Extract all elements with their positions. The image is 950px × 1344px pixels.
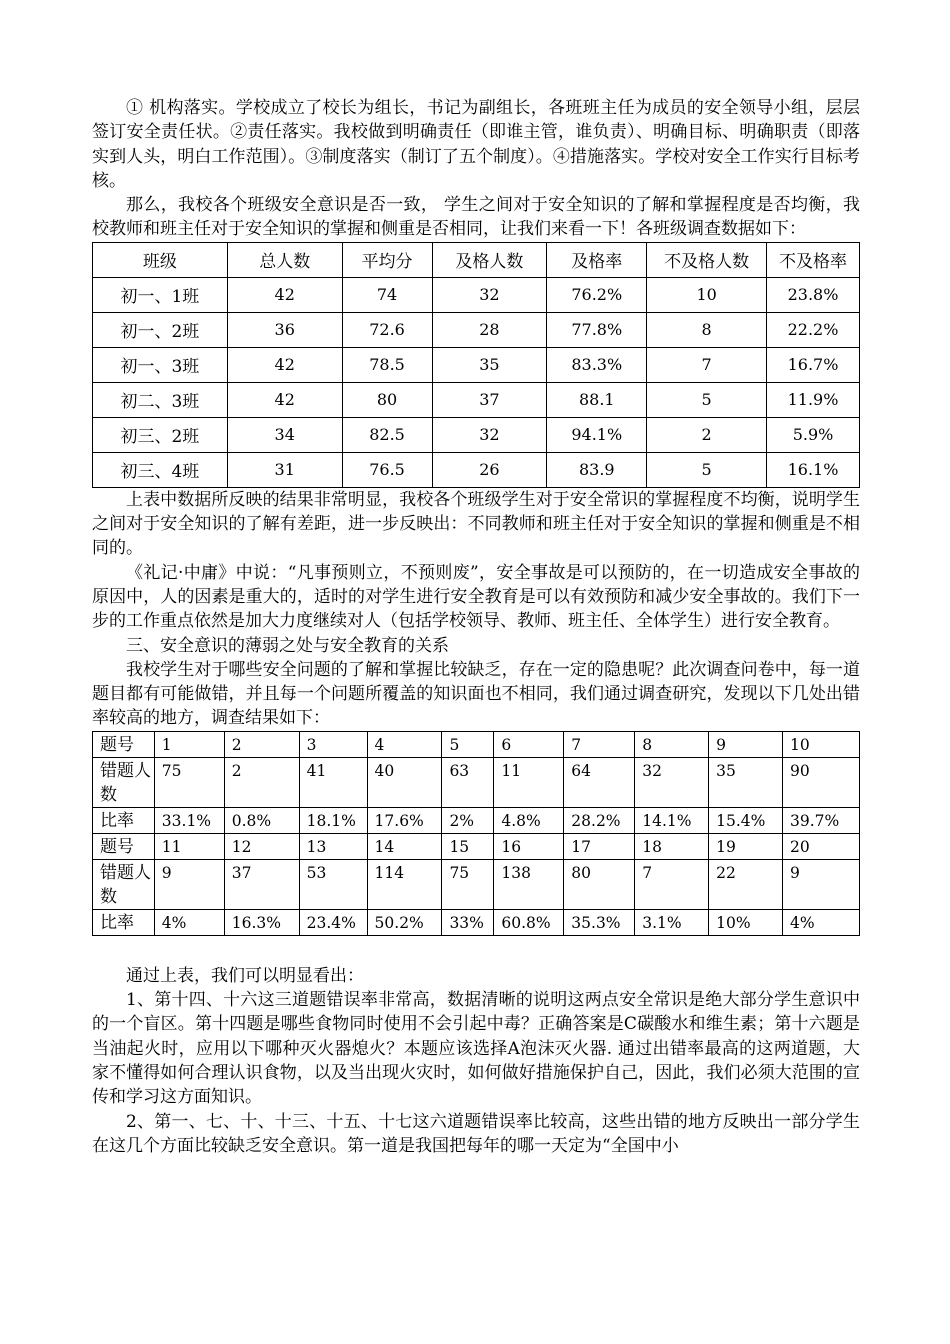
column-header: 不及格率 [767, 242, 860, 277]
table-cell: 75 [442, 859, 494, 909]
table-cell: 76.5 [342, 452, 432, 487]
table-cell: 8 [635, 731, 709, 757]
row-label: 错题人数 [93, 859, 155, 909]
table-cell: 82.5 [342, 417, 432, 452]
table-cell: 初三、4班 [93, 452, 228, 487]
table-cell: 77.8% [547, 312, 647, 347]
table-cell: 11 [494, 757, 564, 807]
table-cell: 16.3% [224, 909, 299, 935]
table-cell: 初一、2班 [93, 312, 228, 347]
table-cell: 41 [299, 757, 367, 807]
table-cell: 32 [432, 277, 547, 312]
table-cell: 138 [494, 859, 564, 909]
table-cell: 1 [154, 731, 224, 757]
table-row [93, 382, 860, 417]
table-cell: 60.8% [494, 909, 564, 935]
table-cell: 2% [442, 807, 494, 833]
row-label: 错题人数 [93, 757, 155, 807]
table-cell: 31 [227, 452, 342, 487]
table-cell: 75 [154, 757, 224, 807]
row-label: 题号 [93, 731, 155, 757]
table-cell: 33.1% [154, 807, 224, 833]
table-cell: 16.1% [767, 452, 860, 487]
section-heading: 三、安全意识的薄弱之处与安全教育的关系 [126, 635, 449, 656]
row-label: 比率 [93, 909, 155, 935]
table-cell: 50.2% [367, 909, 442, 935]
table-cell: 83.3% [547, 347, 647, 382]
table-cell: 3 [299, 731, 367, 757]
question-number-row [93, 833, 860, 859]
column-header: 平均分 [342, 242, 432, 277]
table-cell: 14.1% [635, 807, 709, 833]
table-cell: 9 [154, 859, 224, 909]
column-header: 不及格人数 [647, 242, 767, 277]
table-cell: 初一、1班 [93, 277, 228, 312]
paragraph-finding-1: 1、第十四、十六这三道题错误率非常高，数据清晰的说明这两点安全常识是绝大部分学生意识中的一个盲区。第十四题是哪些食物同时使用不会引起中毒？正确答案是C碳酸水和维生素；第十六题是当油起火时，应用以下哪种灭火器熄火？本题应该选择A泡沫灭火器. 通过出错率最高的这两道题，大家不懂得如何合理认识食物，以及当出现火灾时，如何做好措施保护自己，因此，我们必须大范围的宣传和学习这方面知识。 [92, 990, 860, 1108]
table-cell: 78.5 [342, 347, 432, 382]
table-cell: 10 [783, 731, 860, 757]
table-cell: 11.9% [767, 382, 860, 417]
table-cell: 4% [783, 909, 860, 935]
table-cell: 74 [342, 277, 432, 312]
table-cell: 初三、2班 [93, 417, 228, 452]
table-cell: 5 [442, 731, 494, 757]
table-cell: 17 [564, 833, 635, 859]
table-cell: 28.2% [564, 807, 635, 833]
table-cell: 2 [647, 417, 767, 452]
paragraph-summary-lead: 通过上表，我们可以明显看出： [126, 965, 364, 986]
table-cell: 83.9 [547, 452, 647, 487]
table-cell: 63 [442, 757, 494, 807]
table-cell: 32 [432, 417, 547, 452]
table-cell: 40 [367, 757, 442, 807]
table-cell: 23.4% [299, 909, 367, 935]
table-cell: 12 [224, 833, 299, 859]
table-cell: 19 [709, 833, 783, 859]
table-cell: 初一、3班 [93, 347, 228, 382]
table-cell: 14 [367, 833, 442, 859]
table-cell: 16.7% [767, 347, 860, 382]
table-cell: 10 [647, 277, 767, 312]
column-header: 班级 [93, 242, 228, 277]
table-cell: 3.1% [635, 909, 709, 935]
rate-row [93, 909, 860, 935]
table-header-row [93, 242, 860, 277]
table-cell: 34 [227, 417, 342, 452]
table-cell: 22.2% [767, 312, 860, 347]
table-cell: 37 [224, 859, 299, 909]
table-cell: 初二、3班 [93, 382, 228, 417]
table-cell: 0.8% [224, 807, 299, 833]
table-cell: 17.6% [367, 807, 442, 833]
table-cell: 2 [224, 757, 299, 807]
table-cell: 16 [494, 833, 564, 859]
table-cell: 36 [227, 312, 342, 347]
table-cell: 15.4% [709, 807, 783, 833]
table-cell: 26 [432, 452, 547, 487]
table-row [93, 277, 860, 312]
question-number-row [93, 731, 860, 757]
question-error-table [92, 731, 860, 936]
column-header: 及格人数 [432, 242, 547, 277]
table-cell: 32 [635, 757, 709, 807]
table-cell: 7 [647, 347, 767, 382]
table-cell: 7 [564, 731, 635, 757]
table-cell: 28 [432, 312, 547, 347]
table-cell: 42 [227, 347, 342, 382]
table-row [93, 452, 860, 487]
table-cell: 22 [709, 859, 783, 909]
table-cell: 5 [647, 452, 767, 487]
table-cell: 7 [635, 859, 709, 909]
class-survey-table [92, 242, 860, 488]
paragraph-error-intro: 我校学生对于哪些安全问题的了解和掌握比较缺乏，存在一定的隐患呢？此次调查问卷中，每一道题目都有可能做错，并且每一个问题所覆盖的知识面也不相同，我们通过调查研究，发现以下几处出错率较高的地方，调查结果如下： [92, 659, 860, 729]
table-cell: 4 [367, 731, 442, 757]
table-cell: 114 [367, 859, 442, 909]
table-cell: 8 [647, 312, 767, 347]
table-cell: 37 [432, 382, 547, 417]
table-cell: 2 [224, 731, 299, 757]
table-cell: 9 [709, 731, 783, 757]
table-cell: 20 [783, 833, 860, 859]
table-cell: 42 [227, 382, 342, 417]
paragraph-intro-survey: 那么，我校各个班级安全意识是否一致， 学生之间对于安全知识的了解和掌握程度是否均衡，我校教师和班主任对于安全知识的掌握和侧重是否相同，让我们来看一下！各班级调查数据如下： [92, 195, 860, 240]
table-cell: 11 [154, 833, 224, 859]
table-cell: 94.1% [547, 417, 647, 452]
table-cell: 88.1 [547, 382, 647, 417]
paragraph-finding-2: 2、第一、七、十、十三、十五、十七这六道题错误率比较高，这些出错的地方反映出一部分学生在这几个方面比较缺乏安全意识。第一道是我国把每年的哪一天定为“全国中小 [92, 1111, 860, 1156]
column-header: 及格率 [547, 242, 647, 277]
table-cell: 90 [783, 757, 860, 807]
table-row [93, 312, 860, 347]
table-cell: 4.8% [494, 807, 564, 833]
table-cell: 18.1% [299, 807, 367, 833]
table-cell: 5.9% [767, 417, 860, 452]
row-label: 题号 [93, 833, 155, 859]
table-cell: 23.8% [767, 277, 860, 312]
document-page [92, 96, 860, 1158]
table-row [93, 347, 860, 382]
table-cell: 80 [342, 382, 432, 417]
table-cell: 4% [154, 909, 224, 935]
column-header: 总人数 [227, 242, 342, 277]
table-cell: 35 [432, 347, 547, 382]
table-cell: 64 [564, 757, 635, 807]
row-label: 比率 [93, 807, 155, 833]
table-cell: 33% [442, 909, 494, 935]
paragraph-liji-quote: 《礼记·中庸》中说：“凡事预则立，不预则废”，安全事故是可以预防的，在一切造成安全事故的原因中，人的因素是重大的，适时的对学生进行安全教育是可以有效预防和减少安全事故的。我们下一步的工作重点依然是加大力度继续对人（包括学校领导、教师、班主任、全体学生）进行安全教育。 [92, 562, 860, 632]
table-cell: 72.6 [342, 312, 432, 347]
wrong-count-row [93, 859, 860, 909]
table-cell: 39.7% [783, 807, 860, 833]
wrong-count-row [93, 757, 860, 807]
table-cell: 6 [494, 731, 564, 757]
paragraph-table-conclusion: 上表中数据所反映的结果非常明显，我校各个班级学生对于安全常识的掌握程度不均衡，说明学生之间对于安全知识的了解有差距，进一步反映出：不同教师和班主任对于安全知识的掌握和侧重是不相同的。 [92, 489, 860, 559]
table-cell: 5 [647, 382, 767, 417]
paragraph-measures: ① 机构落实。学校成立了校长为组长，书记为副组长，各班班主任为成员的安全领导小组，层层签订安全责任状。②责任落实。我校做到明确责任（即谁主管，谁负责）、明确目标、明确职责（即落实到人头，明白工作范围）。③制度落实（制订了五个制度）。④措施落实。学校对安全工作实行目标考核。 [92, 98, 860, 191]
table-cell: 35.3% [564, 909, 635, 935]
table-cell: 35 [709, 757, 783, 807]
table-row [93, 417, 860, 452]
rate-row [93, 807, 860, 833]
table-cell: 18 [635, 833, 709, 859]
table-cell: 10% [709, 909, 783, 935]
spacer [92, 936, 860, 964]
table-cell: 9 [783, 859, 860, 909]
table-cell: 42 [227, 277, 342, 312]
table-cell: 76.2% [547, 277, 647, 312]
table-cell: 80 [564, 859, 635, 909]
table-cell: 53 [299, 859, 367, 909]
table-cell: 13 [299, 833, 367, 859]
table-cell: 15 [442, 833, 494, 859]
